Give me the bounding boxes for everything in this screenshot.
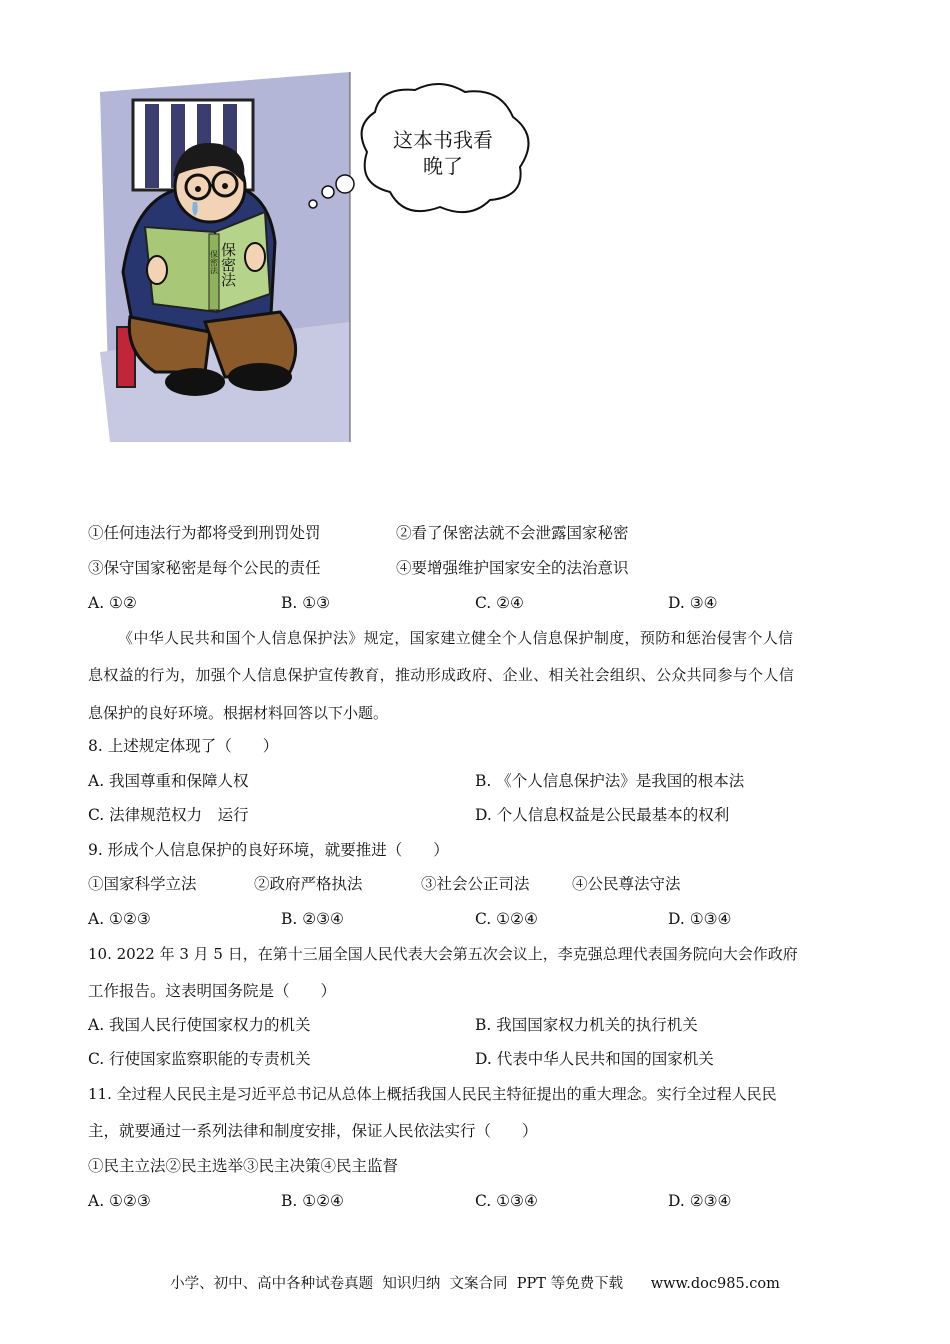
q7-option-c: C. ②④ [475, 594, 524, 612]
q7-option-b: B. ①③ [281, 594, 331, 612]
q11-option-b: B. ①②④ [281, 1192, 344, 1210]
q10-stem-line-2: 工作报告。这表明国务院是（ ） [88, 982, 337, 1000]
q10-option-a: A. 我国人民行使国家权力的机关 [88, 1016, 311, 1034]
material-line-2: 息权益的行为，加强个人信息保护宣传教育，推动形成政府、企业、相关社会组织、公众共同参与个人信 [88, 666, 795, 684]
thought-line-2: 晚了 [423, 154, 463, 178]
material-line-1: 《中华人民共和国个人信息保护法》规定，国家建立健全个人信息保护制度，预防和惩治侵害个人信 [118, 629, 794, 647]
q8-option-b: B. 《个人信息保护法》是我国的根本法 [475, 772, 745, 790]
q9-option-a: A. ①②③ [88, 910, 151, 928]
footer-text: 小学、初中、高中各种试卷真题 知识归纳 文案合同 PPT 等免费下载 [170, 1276, 624, 1292]
q11-stem-line-2: 主，就要通过一系列法律和制度安排，保证人民依法实行（ ） [88, 1122, 538, 1140]
cartoon-illustration [95, 72, 535, 447]
q7-statement-2: ②看了保密法就不会泄露国家秘密 [396, 524, 629, 542]
q9-statement-1: ①国家科学立法 [88, 875, 197, 893]
q8-option-a: A. 我国尊重和保障人权 [88, 772, 249, 790]
q7-statement-4: ④要增强维护国家安全的法治意识 [396, 559, 629, 577]
q10-option-d: D. 代表中华人民共和国的国家机关 [475, 1050, 714, 1068]
q8-stem: 8. 上述规定体现了（ ） [88, 737, 279, 755]
q9-stem: 9. 形成个人信息保护的良好环境，就要推进（ ） [88, 841, 449, 859]
q11-stem-line-1: 11. 全过程人民民主是习近平总书记从总体上概括我国人民民主特征提出的重大理念。实行全过程人民民 [88, 1085, 777, 1103]
q8-option-d: D. 个人信息权益是公民最基本的权利 [475, 806, 730, 824]
q11-statements: ①民主立法②民主选举③民主决策④民主监督 [88, 1157, 399, 1175]
q11-option-d: D. ②③④ [668, 1192, 732, 1210]
q8-option-c: C. 法律规范权力 运行 [88, 806, 249, 824]
q7-statement-3: ③保守国家秘密是每个公民的责任 [88, 559, 321, 577]
q9-statement-2: ②政府严格执法 [254, 875, 363, 893]
q7-option-a: A. ①② [88, 594, 137, 612]
q9-option-d: D. ①③④ [668, 910, 732, 928]
q11-option-a: A. ①②③ [88, 1192, 151, 1210]
q9-statement-3: ③社会公正司法 [421, 875, 530, 893]
q10-option-b: B. 我国国家权力机关的执行机关 [475, 1016, 698, 1034]
page-footer [0, 1272, 950, 1293]
material-line-3: 息保护的良好环境。根据材料回答以下小题。 [88, 704, 389, 722]
q9-statement-4: ④公民尊法守法 [572, 875, 681, 893]
thought-line-1: 这本书我看 [393, 128, 493, 152]
q7-option-d: D. ③④ [668, 594, 718, 612]
q11-option-c: C. ①③④ [475, 1192, 538, 1210]
book-spine-title: 保密法 [209, 250, 219, 274]
book-cover-title: 保密法 [219, 242, 237, 287]
q10-option-c: C. 行使国家监察职能的专责机关 [88, 1050, 311, 1068]
q9-option-b: B. ②③④ [281, 910, 344, 928]
q10-stem-line-1: 10. 2022 年 3 月 5 日，在第十三届全国人民代表大会第五次会议上，李克强总理代表国务院向大会作政府 [88, 945, 798, 963]
q7-statement-1: ①任何违法行为都将受到刑罚处罚 [88, 524, 321, 542]
q9-option-c: C. ①②④ [475, 910, 538, 928]
footer-url[interactable]: www.doc985.com [650, 1276, 780, 1292]
